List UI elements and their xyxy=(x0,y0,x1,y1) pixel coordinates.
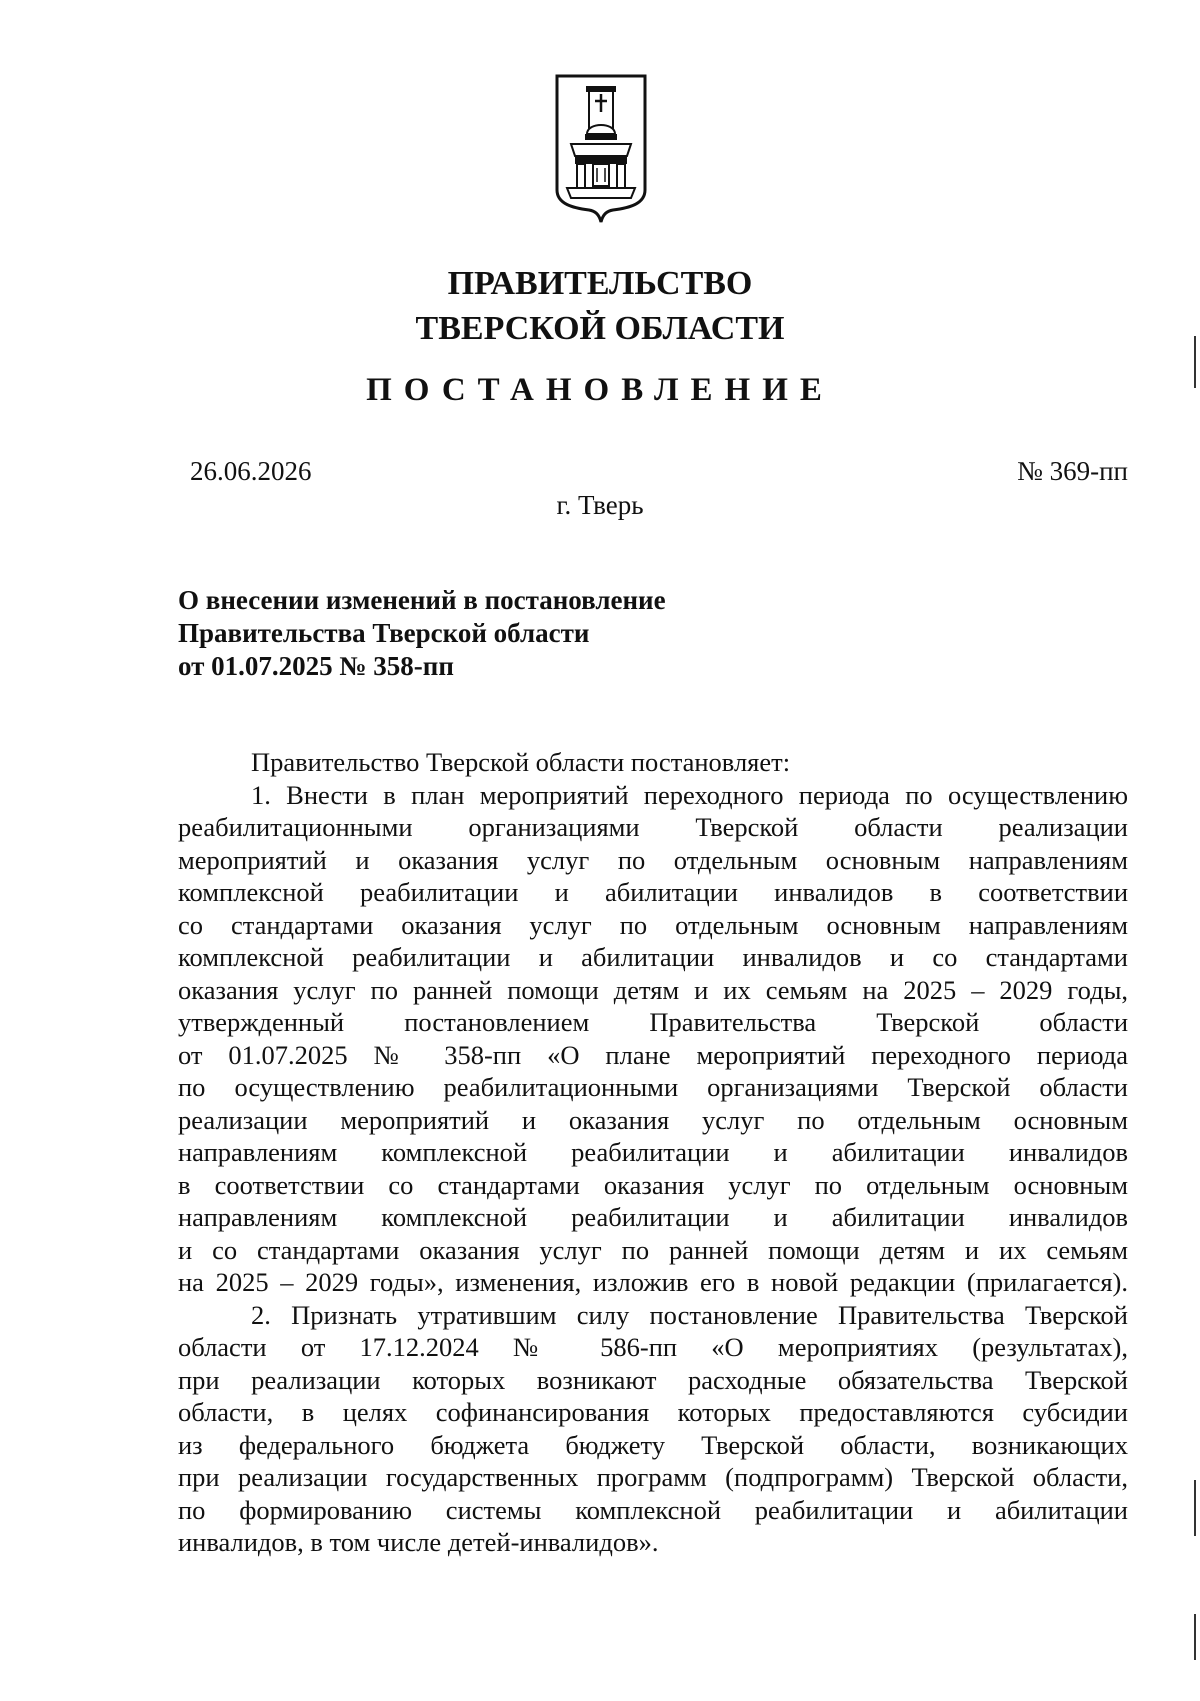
document-body xyxy=(178,746,1128,1559)
body-line: направлениям комплексной реабилитации и абилитации инвалидов xyxy=(178,1202,1128,1232)
document-subject xyxy=(178,584,998,683)
organization-name-line-1: ПРАВИТЕЛЬСТВО xyxy=(447,265,753,302)
body-line: на 2025 – 2029 годы», изменения, изложив его в новой редакции (прилагается). xyxy=(178,1267,1128,1297)
body-line: реализации мероприятий и оказания услуг по отдельным основным xyxy=(178,1104,1128,1135)
coat-of-arms-emblem xyxy=(553,72,649,228)
body-line: по формированию системы комплексной реабилитации и абилитации xyxy=(178,1494,1128,1525)
body-line: из федерального бюджета бюджету Тверской области, возникающих xyxy=(178,1429,1128,1460)
scan-edge-mark xyxy=(1194,1480,1196,1536)
body-line-item-2: 2. Признать утратившим силу постановление Правительства Тверской xyxy=(251,1299,1128,1330)
body-line: и со стандартами оказания услуг по ранней помощи детям и их семьям xyxy=(178,1234,1128,1265)
body-line: комплексной реабилитации и абилитации инвалидов и со стандартами xyxy=(178,942,1128,972)
body-line: при реализации государственных программ (подпрограмм) Тверской области, xyxy=(178,1462,1128,1492)
scan-edge-mark xyxy=(1194,1614,1196,1660)
body-line: мероприятий и оказания услуг по отдельным основным направлениям xyxy=(178,844,1128,875)
document-type-heading: ПОСТАНОВЛЕНИЕ xyxy=(366,372,834,408)
body-line: области от 17.12.2024 № 586-пп «О мероприятиях (результатах), xyxy=(178,1332,1128,1362)
body-line: по осуществлению реабилитационными организациями Тверской области xyxy=(178,1072,1128,1102)
organization-name-line-2: ТВЕРСКОЙ ОБЛАСТИ xyxy=(415,310,785,347)
body-line: направлениям комплексной реабилитации и абилитации инвалидов xyxy=(178,1137,1128,1167)
body-line: со стандартами оказания услуг по отдельным основным направлениям xyxy=(178,909,1128,940)
body-line: от 01.07.2025 № 358-пп «О плане мероприятий переходного периода xyxy=(178,1039,1128,1070)
document-city: г. Тверь xyxy=(556,490,644,520)
body-line-item-1: 1. Внести в план мероприятий переходного периода по осуществлению xyxy=(251,779,1128,810)
subject-line: от 01.07.2025 № 358-пп xyxy=(178,651,454,681)
document-number: № 369-пп xyxy=(1017,456,1128,486)
subject-line: О внесении изменений в постановление xyxy=(178,585,666,615)
document-date: 26.06.2026 xyxy=(190,456,312,486)
scan-edge-mark xyxy=(1194,336,1196,388)
body-line: в соответствии со стандартами оказания услуг по отдельным основным xyxy=(178,1169,1128,1200)
subject-line: Правительства Тверской области xyxy=(178,618,590,648)
body-line: утвержденный постановлением Правительства Тверской области xyxy=(178,1007,1128,1037)
body-line-final: инвалидов, в том числе детей-инвалидов». xyxy=(178,1527,659,1557)
body-line-preamble: Правительство Тверской области постановляет: xyxy=(251,747,791,777)
body-line: при реализации которых возникают расходные обязательства Тверской xyxy=(178,1364,1128,1395)
body-line: области, в целях софинансирования которых предоставляются субсидии xyxy=(178,1397,1128,1427)
body-line: комплексной реабилитации и абилитации инвалидов в соответствии xyxy=(178,877,1128,907)
body-line: оказания услуг по ранней помощи детям и их семьям на 2025 – 2029 годы, xyxy=(178,974,1128,1005)
body-line: реабилитационными организациями Тверской области реализации xyxy=(178,812,1128,842)
